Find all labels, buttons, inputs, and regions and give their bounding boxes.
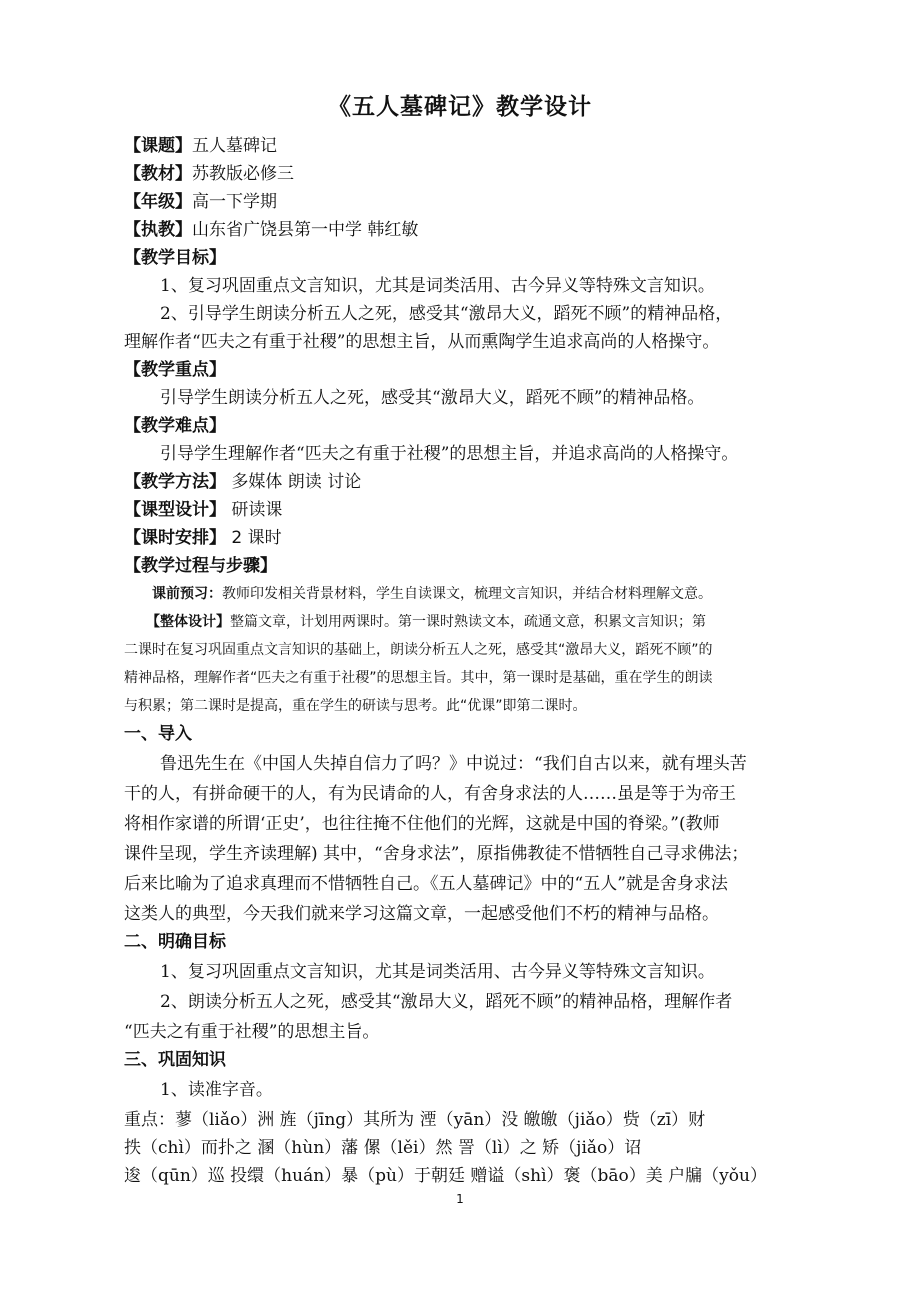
overall-line-1 [146,608,706,636]
preview-text: 教师印发相关背景材料，学生自读课文，梳理文言知识，并结合材料理解文意。 [222,586,712,602]
pronunciation-line-2: 抶（chì）而扑之 溷（hùn）藩 傫（lěi）然 詈（lì）之 矫（jiǎo）诏 [124,1138,642,1158]
schedule-label: 【课时安排】 [124,528,226,548]
section-2-heading: 二、明确目标 [124,932,226,952]
focus-heading: 【教学重点】 [124,360,226,380]
course-type-value: 研读课 [231,500,283,520]
method-label: 【教学方法】 [124,472,226,492]
intro-line-4: 课件呈现，学生齐读理解) 其中，“舍身求法”，原指佛教徒不惜牺牲自己寻求佛法； [124,844,749,864]
overall-line-2: 二课时在复习巩固重点文言知识的基础上，朗读分析五人之死，感受其“激昂大义，蹈死不顾”的 [124,642,713,658]
section-1-heading: 一、导入 [124,724,192,744]
method-value: 多媒体 朗读 讨论 [231,472,362,492]
section-3-sub-1: 1、读准字音。 [160,1080,273,1100]
intro-line-5: 后来比喻为了追求真理而不惜牺牲自己。《五人墓碑记》中的“五人”就是舍身求法 [124,874,728,894]
page-number: 1 [456,1192,464,1206]
goal-1: 1、复习巩固重点文言知识，尤其是词类活用、古今异义等特殊文言知识。 [160,276,715,296]
process-heading: 【教学过程与步骤】 [124,556,277,576]
grade-value: 高一下学期 [192,192,277,212]
method-line [124,468,361,496]
teacher-value: 山东省广饶县第一中学 韩红敏 [192,220,419,240]
goal-2-line-1: 2、引导学生朗读分析五人之死，感受其“激昂大义，蹈死不顾”的精神品格， [160,304,733,324]
pronunciation-line-3: 逡（qūn）巡 投缳（huán）暴（pù）于朝廷 赠谥（shì）褒（bāo）美 户牖（yǒu） [124,1166,767,1186]
intro-line-6: 这类人的典型，今天我们就来学习这篇文章，一起感受他们不朽的精神与品格。 [124,904,719,924]
difficulty-text: 引导学生理解作者“匹夫之有重于社稷”的思想主旨，并追求高尚的人格操守。 [160,444,739,464]
goal-2-line-2: 理解作者“匹夫之有重于社稷”的思想主旨，从而熏陶学生追求高尚的人格操守。 [124,332,720,352]
schedule-value: 2 课时 [231,528,282,548]
schedule-line [124,524,282,552]
intro-line-2: 干的人，有拼命硬干的人，有为民请命的人，有舍身求法的人……虽是等于为帝王 [124,784,736,804]
textbook-label: 【教材】 [124,164,192,184]
intro-line-1: 鲁迅先生在《中国人失掉自信力了吗？》中说过：“我们自古以来，就有埋头苦 [160,754,747,774]
pronunciation-line-1: 重点：蓼（liǎo）洲 旌（jīng）其所为 湮（yān）没 皦皦（jiǎo）赀（zī）财 [124,1110,706,1130]
grade-line [124,188,277,216]
section-2-goal-2-line-1: 2、朗读分析五人之死，感受其“激昂大义，蹈死不顾”的精神品格，理解作者 [160,992,733,1012]
teacher-label: 【执教】 [124,220,192,240]
course-type-line [124,496,282,524]
teacher-line [124,216,418,244]
goals-heading: 【教学目标】 [124,248,226,268]
topic-label: 【课题】 [124,136,192,156]
course-type-label: 【课型设计】 [124,500,226,520]
difficulty-heading: 【教学难点】 [124,416,226,436]
topic-line [124,132,277,160]
grade-label: 【年级】 [124,192,192,212]
focus-text: 引导学生朗读分析五人之死，感受其“激昂大义，蹈死不顾”的精神品格。 [160,388,705,408]
textbook-line [124,160,294,188]
section-3-heading: 三、巩固知识 [124,1050,226,1070]
textbook-value: 苏教版必修三 [192,164,294,184]
preview-line [152,580,712,608]
section-2-goal-1: 1、复习巩固重点文言知识，尤其是词类活用、古今异义等特殊文言知识。 [160,962,715,982]
overall-line-3: 精神品格，理解作者“匹夫之有重于社稷”的思想主旨。其中，第一课时是基础，重在学生的朗读 [124,670,713,686]
overall-label: 【整体设计】 [146,614,230,630]
intro-line-3: 将相作家谱的所谓‘正史’，也往往掩不住他们的光辉，这就是中国的脊梁。”(教师 [124,814,720,834]
overall-line-4: 与积累；第二课时是提高，重在学生的研读与思考。此“优课”即第二课时。 [124,698,587,714]
page-title: 《五人墓碑记》教学设计 [328,94,592,120]
preview-label: 课前预习： [152,586,222,602]
section-2-goal-2-line-2: “匹夫之有重于社稷”的思想主旨。 [124,1022,380,1042]
overall-text-1: 整篇文章，计划用两课时。第一课时熟读文本，疏通文意，积累文言知识；第 [230,614,706,630]
topic-value: 五人墓碑记 [192,136,277,156]
